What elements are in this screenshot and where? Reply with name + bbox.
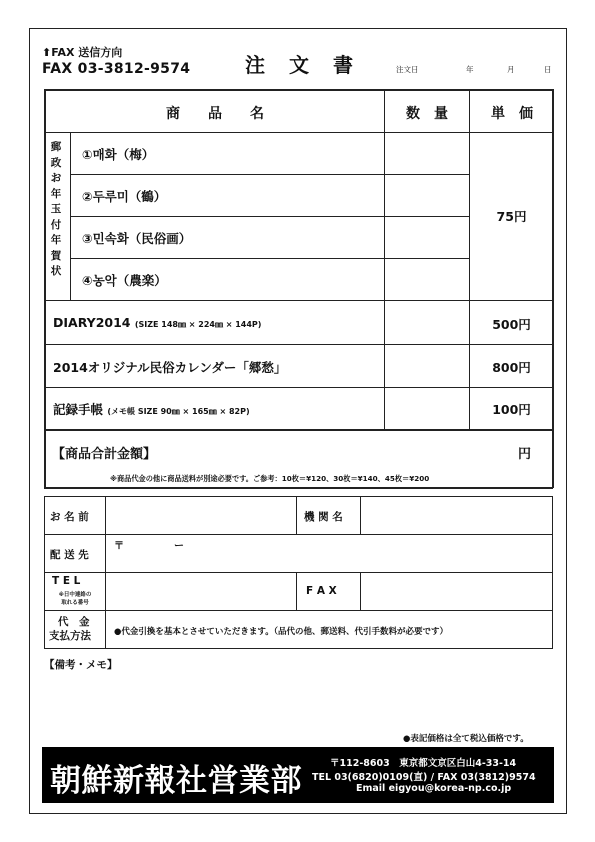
table-line bbox=[70, 258, 469, 259]
product-row bbox=[53, 315, 261, 330]
total-amount-yen: 円 bbox=[518, 447, 532, 462]
fax-number: FAX 03-3812-9574 bbox=[42, 61, 191, 77]
tel-note-line: ※日中連絡の bbox=[58, 592, 92, 598]
name-field[interactable] bbox=[106, 497, 295, 533]
postcard-label-char: 付 bbox=[50, 218, 62, 231]
postcard-label-char: 政 bbox=[50, 156, 62, 169]
table-line bbox=[70, 216, 469, 217]
delivery-address-field[interactable] bbox=[106, 535, 551, 571]
page-title: 注 文 書 bbox=[245, 53, 355, 77]
product-detail: (SIZE 148㎜ × 224㎜ × 144P) bbox=[134, 320, 262, 329]
company-email: Email eigyou@korea-np.co.jp bbox=[356, 783, 512, 794]
postcard-label-char: 年 bbox=[50, 187, 62, 200]
postcard-label-char: 郵 bbox=[50, 141, 62, 153]
order-date-year-label: 年 bbox=[466, 65, 474, 74]
postcard-item: ①매화（梅） bbox=[82, 147, 155, 162]
table-line bbox=[44, 487, 553, 489]
form-line bbox=[44, 610, 553, 611]
payment-method-text: ●代金引換を基本とさせていただきます。（品代の他、郵送料、代引手数料が必要です） bbox=[114, 627, 448, 637]
product-price: 500円 bbox=[492, 317, 531, 332]
form-line bbox=[44, 648, 553, 649]
postcard-label-char: 状 bbox=[50, 265, 62, 277]
product-row bbox=[53, 358, 286, 376]
product-name: DIARY2014 bbox=[53, 315, 131, 330]
product-price: 800円 bbox=[492, 360, 531, 375]
column-header-product-name: 商 品 名 bbox=[166, 106, 264, 122]
postcard-item: ④농악（農楽） bbox=[82, 273, 167, 288]
table-line bbox=[44, 89, 553, 91]
table-line bbox=[44, 344, 553, 345]
product-row bbox=[53, 400, 250, 418]
product-name: 記録手帳 bbox=[53, 402, 104, 417]
fax-direction-label: ⬆FAX 送信方向 bbox=[42, 46, 123, 59]
tel-field[interactable] bbox=[106, 573, 295, 609]
postcard-label-char: 賀 bbox=[50, 249, 62, 262]
form-line bbox=[296, 572, 297, 610]
name-label: お 名 前 bbox=[50, 511, 89, 523]
fax-direction-text: FAX 送信方向 bbox=[51, 46, 123, 59]
shipping-note: ※商品代金の他に商品送料が別途必要です。ご参考：10枚＝¥120、30枚＝¥140、45枚＝¥200 bbox=[110, 474, 430, 483]
table-line bbox=[70, 174, 469, 175]
order-date-day-label: 日 bbox=[544, 65, 552, 74]
total-amount-label: 【商品合計金額】 bbox=[52, 447, 157, 462]
product-name: 2014オリジナル民俗カレンダー「郷愁」 bbox=[53, 360, 287, 375]
order-date-month-label: 月 bbox=[507, 65, 515, 74]
company-address: 〒112-8603 東京都文京区白山4-33-14 bbox=[330, 758, 517, 769]
form-line bbox=[552, 496, 553, 648]
postcard-price: 75円 bbox=[496, 209, 527, 224]
tel-note bbox=[46, 590, 104, 606]
tax-note: ●表記価格は全て税込価格です。 bbox=[403, 734, 529, 744]
postal-mark: 〒 bbox=[114, 541, 124, 552]
column-header-quantity: 数 量 bbox=[406, 106, 448, 122]
memo-field[interactable] bbox=[44, 672, 553, 728]
tel-note-line: 取れる番号 bbox=[61, 600, 89, 606]
postcard-label-char: 年 bbox=[50, 234, 62, 246]
organization-label: 機 関 名 bbox=[304, 511, 343, 523]
fax-label: F A X bbox=[306, 585, 337, 597]
order-date-label: 注文日 bbox=[396, 65, 419, 74]
postcard-item: ③민속화（民俗画） bbox=[82, 231, 192, 246]
column-header-unit-price: 単 価 bbox=[491, 106, 533, 122]
form-line bbox=[296, 496, 297, 534]
delivery-label: 配 送 先 bbox=[50, 549, 89, 561]
table-line bbox=[44, 429, 553, 431]
table-line bbox=[44, 387, 553, 388]
organization-field[interactable] bbox=[361, 497, 551, 533]
table-line bbox=[44, 300, 553, 301]
table-line bbox=[44, 132, 553, 133]
postal-dash: ー bbox=[174, 541, 184, 552]
form-line bbox=[44, 496, 45, 648]
table-line bbox=[384, 89, 385, 430]
product-price: 100円 bbox=[492, 402, 531, 417]
postcard-label-char: お bbox=[50, 172, 62, 184]
tel-label: T E L bbox=[52, 575, 81, 587]
payment-label-line2: 支払方法 bbox=[49, 630, 91, 642]
memo-label: 【備考・メモ】 bbox=[44, 659, 118, 671]
table-line bbox=[469, 89, 470, 430]
product-detail: (メモ帳 SIZE 90㎜ × 165㎜ × 82P) bbox=[107, 407, 250, 416]
postcard-group-label bbox=[49, 140, 63, 280]
company-tel-fax: TEL 03(6820)0109(直) / FAX 03(3812)9574 bbox=[312, 772, 536, 783]
payment-label-line1: 代 金 bbox=[58, 616, 90, 628]
fax-field[interactable] bbox=[361, 573, 551, 609]
postcard-label-char: 玉 bbox=[50, 203, 62, 215]
postcard-item: ②두루미（鶴） bbox=[82, 189, 167, 204]
company-name: 朝鮮新報社営業部 bbox=[50, 763, 302, 799]
